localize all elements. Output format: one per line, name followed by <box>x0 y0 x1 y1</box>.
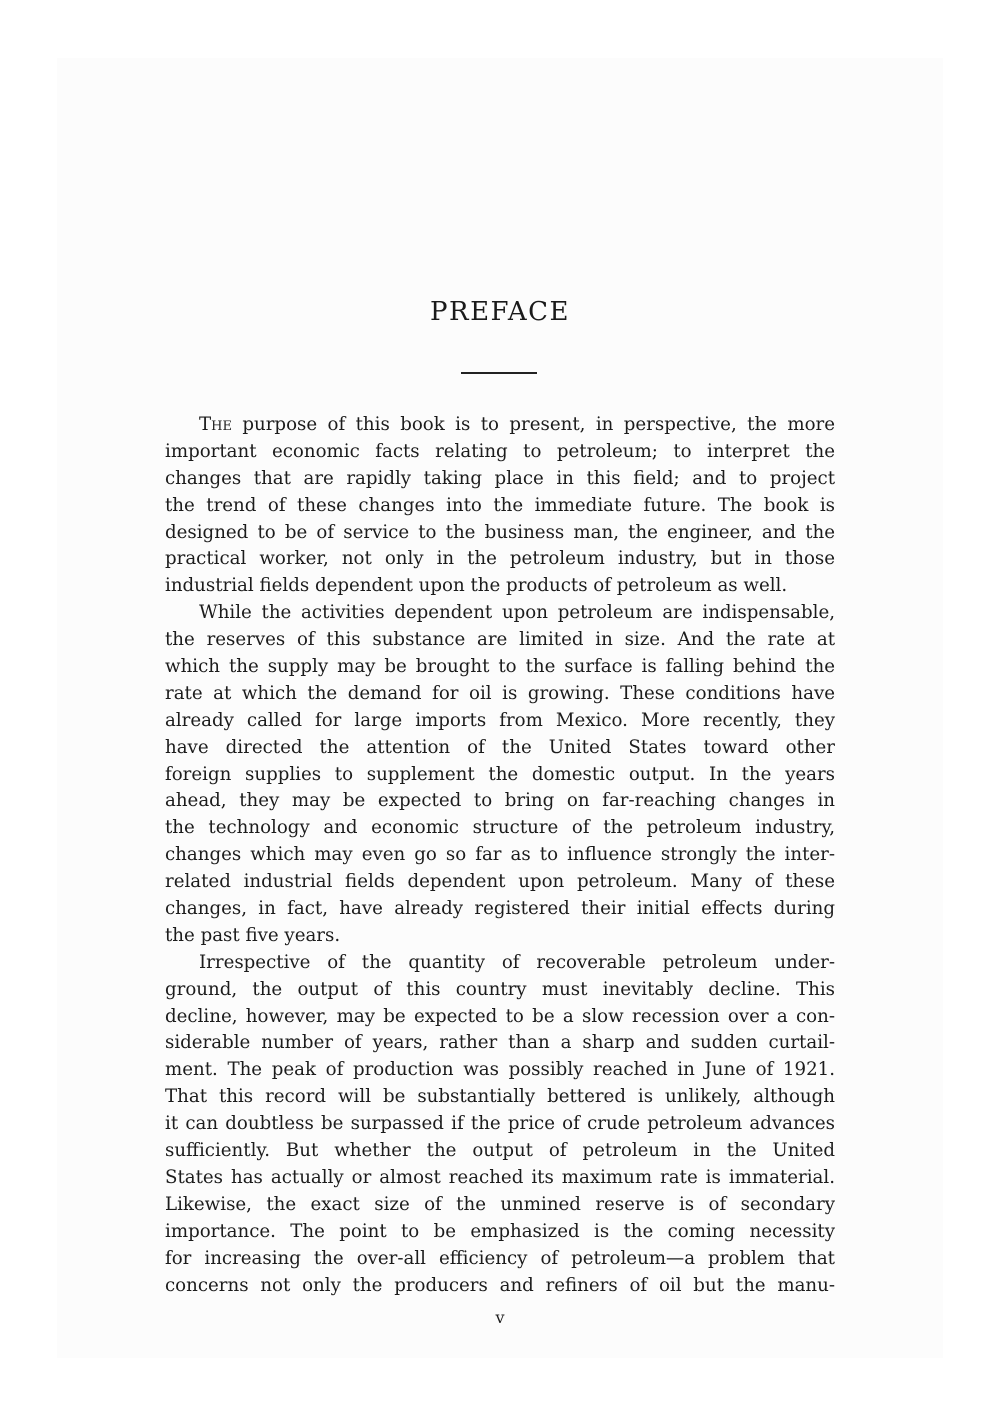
text-line: concerns not only the producers and refiners of oil but the manu- <box>165 1274 835 1296</box>
body-text <box>165 412 835 1299</box>
text-line: the reserves of this substance are limited in size. And the rate at <box>165 629 835 651</box>
text-line: While the activities dependent upon petroleum are indispensable, <box>199 602 835 624</box>
text-line: States has actually or almost reached its maximum rate is immaterial. <box>165 1166 835 1188</box>
text-line: Likewise, the exact size of the unmined reserve is of secondary <box>165 1193 835 1215</box>
text-line: Irrespective of the quantity of recoverable petroleum under- <box>199 951 835 973</box>
text-line: the past five years. <box>165 924 341 946</box>
text-line: it can doubtless be surpassed if the price of crude petroleum advances <box>165 1113 835 1135</box>
text-line: rate at which the demand for oil is growing. These conditions have <box>165 682 835 704</box>
text-line: siderable number of years, rather than a sharp and sudden curtail- <box>165 1032 835 1054</box>
text-line: have directed the attention of the United States toward other <box>165 736 835 758</box>
text-line: ahead, they may be expected to bring on far-reaching changes in <box>165 790 835 812</box>
page-number: v <box>495 1308 505 1327</box>
text-line: practical worker, not only in the petroleum industry, but in those <box>165 548 835 570</box>
text-line: changes that are rapidly taking place in this field; and to project <box>165 467 835 489</box>
text-line: related industrial fields dependent upon petroleum. Many of these <box>165 871 835 893</box>
text-line: industrial fields dependent upon the products of petroleum as well. <box>165 575 788 597</box>
text-line: That this record will be substantially bettered is unlikely, although <box>165 1086 835 1108</box>
text-line: importance. The point to be emphasized is the coming necessity <box>165 1220 835 1242</box>
text-line: already called for large imports from Mexico. More recently, they <box>165 709 835 731</box>
lead-word: The <box>199 414 232 435</box>
text-line: changes which may even go so far as to influence strongly the inter- <box>165 844 835 866</box>
text-line: the technology and economic structure of the petroleum industry, <box>165 817 835 839</box>
title-rule <box>461 372 537 374</box>
text-line: decline, however, may be expected to be a slow recession over a con- <box>165 1005 835 1027</box>
text-line: The purpose of this book is to present, in perspective, the more <box>199 414 835 435</box>
text-line: designed to be of service to the business man, the engineer, and the <box>165 521 835 543</box>
text-line: foreign supplies to supplement the domestic output. In the years <box>165 763 835 785</box>
text-line: the trend of these changes into the immediate future. The book is <box>165 494 835 516</box>
text-line: changes, in fact, have already registered their initial effects during <box>165 898 835 920</box>
text-line: important economic facts relating to petroleum; to interpret the <box>165 440 835 462</box>
text-line: sufficiently. But whether the output of petroleum in the United <box>165 1140 835 1162</box>
text-line: which the supply may be brought to the surface is falling behind the <box>165 656 835 678</box>
text-line: ment. The peak of production was possibly reached in June of 1921. <box>165 1059 835 1081</box>
text-line: for increasing the over-all efficiency of petroleum—a problem that <box>165 1247 835 1269</box>
text-line: ground, the output of this country must inevitably decline. This <box>165 978 835 1000</box>
page-title: PREFACE <box>430 297 570 327</box>
